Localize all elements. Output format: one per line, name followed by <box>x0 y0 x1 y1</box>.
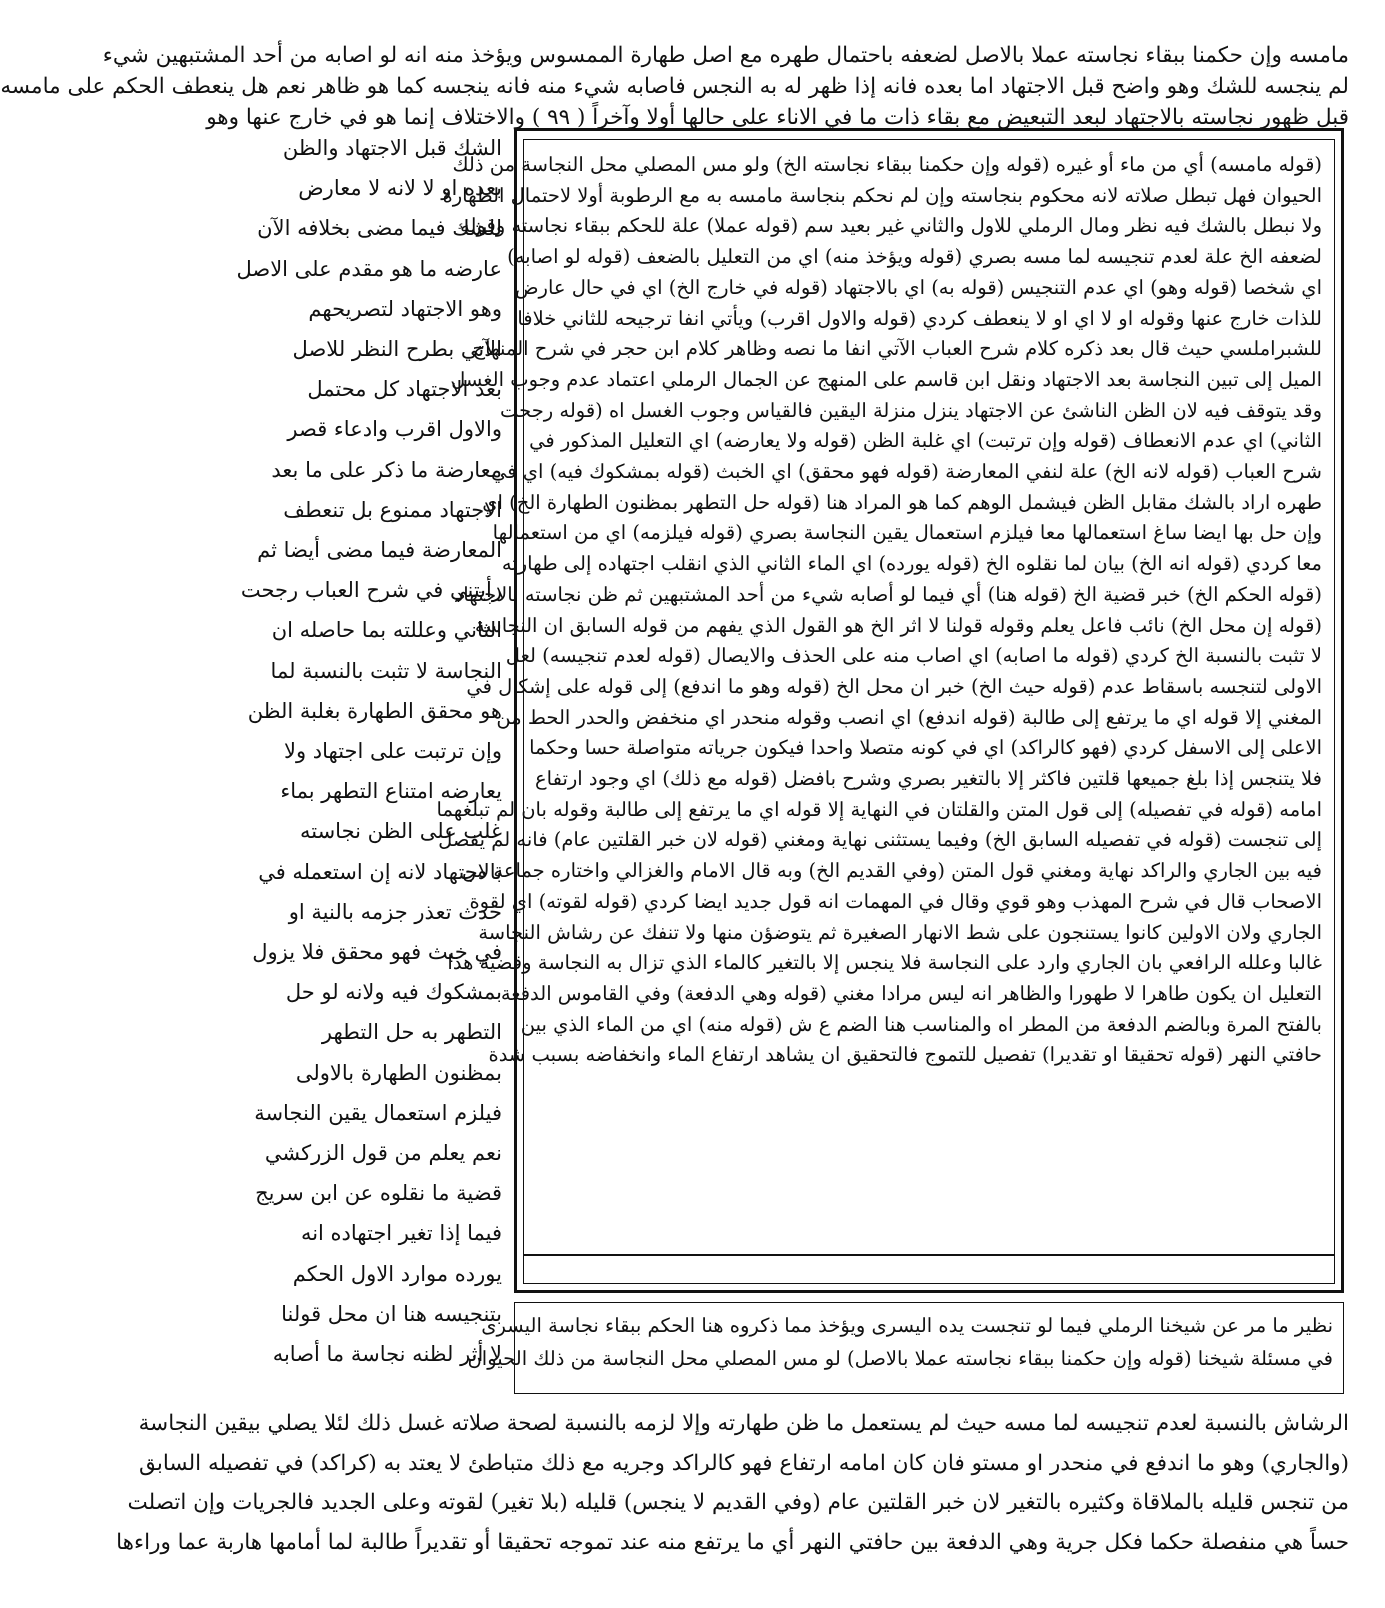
commentary-text <box>436 150 1322 1071</box>
side-line: قضية ما نقلوه عن ابن سريج <box>255 1181 502 1206</box>
lower-box-line: في مسئلة شيخنا (قوله وإن حكمنا ببقاء نجاسته عملا بالاصل) لو مس المصلي محل النجاسة من ذلك الحيوان <box>467 1347 1333 1370</box>
text-line: (والجاري) وهو ما اندفع في منحدر او مستو فان كان امامه ارتفاع فهو كالراكد وجريه مع ذلك متباطئ لا يعتد به (كراكد) في تفصيله السابق <box>138 1450 1349 1476</box>
side-line: يورده موارد الاول الحكم <box>292 1261 502 1286</box>
commentary-line: الجاري ولان الاولين كانوا يستنجون على شط الانهار الصغيرة ثم يتوضؤن منها ولا تنفك عن رشاش النجاسة <box>478 920 1322 944</box>
side-line: الشك قبل الاجتهاد والظن <box>282 136 502 160</box>
side-line: بمشكوك فيه ولانه لو حل <box>285 980 502 1005</box>
side-line: يعارضه امتناع التطهر بماء <box>280 779 502 804</box>
main-text-top <box>0 40 1349 133</box>
commentary-frame <box>436 128 1344 1293</box>
side-line: بتنجيسه هنا ان محل قولنا <box>281 1301 502 1326</box>
side-line: المعارضة فيما مضى أيضا ثم <box>257 538 502 563</box>
side-line: فيلزم استعمال يقين النجاسة <box>254 1100 502 1125</box>
main-text-bottom <box>116 1404 1349 1562</box>
commentary-line: غالبا وعلله الرافعي بان الجاري وارد على النجاسة فلا ينجس إلا بالتغير كالماء الذي تزال به النجاسة وقضية هذا <box>447 951 1322 975</box>
side-line: والاول اقرب وادعاء قصر <box>287 417 502 442</box>
side-column <box>236 128 502 1374</box>
side-line: رأيتني في شرح العباب رجحت <box>240 578 502 603</box>
commentary-line: (قوله إن محل الخ) نائب فاعل يعلم وقوله قولنا لا اثر الخ هو القول الذي يفهم من قوله السابق ان النجاسة <box>474 613 1322 637</box>
commentary-line: الثاني) اي عدم الانعطاف (قوله وإن ترتبت) اي غلبة الظن (قوله ولا يعارضه) اي التعليل المذكور في <box>529 429 1322 453</box>
side-line: بعده او لا لانه لا معارض <box>298 176 502 201</box>
side-line: وهو الاجتهاد لتصريحهم <box>308 296 502 321</box>
commentary-line: شرح العباب (قوله لانه الخ) علة لنفي المعارضة (قوله فهو محقق) اي الخبث (قوله بمشكوك فيه) اي في <box>490 460 1322 484</box>
commentary-line: التعليل ان يكون طاهرا لا طهورا والظاهر انه ليس مرادا مغني (قوله وهي الدفعة) وفي القاموس الدفعة <box>500 981 1322 1005</box>
side-line: معارضة ما ذكر على ما بعد <box>271 457 502 482</box>
commentary-line: الاولى لتنجسه باسقاط عدم (قوله حيث الخ) خبر ان محل الخ (قوله وهو ما اندفع) إلى قوله على إشكال في <box>466 674 1322 698</box>
side-line: الاجتهاد ممنوع بل تنعطف <box>283 497 502 522</box>
lower-box <box>467 1302 1344 1394</box>
commentary-line: للشبراملسي حيث قال بعد ذكره كلام شرح العباب الآتي انفا ما نصه وظاهر كلام ابن حجر في شرح المنهاج <box>472 337 1322 361</box>
text-line: حساً هي منفصلة حكما فكل جرية وهي الدفعة بين حافتي النهر أي ما يرتفع منه عند تموجه تحقيقا أو تقديراً طالبة لما أمامها هاربة عما وراءها <box>116 1529 1349 1555</box>
commentary-inner-border <box>436 139 1335 1284</box>
lower-box-line: نظير ما مر عن شيخنا الرملي فيما لو تنجست يده اليسرى ويؤخذ مما ذكروه هنا الحكم ببقاء نجاسة اليسرى <box>481 1314 1333 1337</box>
commentary-line: وقد يتوقف فيه لان الظن الناشئ عن الاجتهاد ينزل منزلة اليقين فالقياس وجوب الغسل اه (قوله رجحت <box>499 398 1322 422</box>
commentary-line: الحيوان فهل تبطل صلاته لانه محكوم بنجاسته وإن لم نحكم بنجاسة مامسه به مع الرطوبة أولا لاحتمال الطهارة <box>442 183 1322 207</box>
commentary-line: امامه (قوله في تفصيله) إلى قول المتن والقلتان في النهاية إلا قوله اي ما يرتفع إلى طالبة وقوله بان لم تبلغهما <box>436 797 1322 821</box>
side-line: الثاني وعللته بما حاصله ان <box>271 618 502 643</box>
commentary-line: اي شخصا (قوله وهو) اي عدم التنجيس (قوله به) اي بالاجتهاد (قوله في خارج الخ) اي في حال عارض <box>514 275 1322 299</box>
commentary-line: إلى تنجست (قوله في تفصيله السابق الخ) وفيما يستثنى نهاية ومغني (قوله لان خبر القلتين عام) فانه لم يفصل <box>438 828 1322 852</box>
side-line: نعم يعلم من قول الزركشي <box>264 1141 502 1166</box>
side-line: بمظنون الطهارة بالاولى <box>295 1060 502 1085</box>
side-line: وإن ترتبت على اجتهاد ولا <box>283 739 502 764</box>
side-line: فيما إذا تغير اجتهاده انه <box>300 1221 502 1246</box>
commentary-line: وإن حل بها ايضا ساغ استعمالها معا فيلزم استعمال يقين النجاسة بصري (قوله فيلزمه) اي من استعمالها <box>492 521 1322 545</box>
commentary-line: للذات خارج عنها وقوله او لا اي او لا ينعطف كردي (قوله والاول اقرب) ويأتي انفا ترجيحه للثاني خلافا <box>517 306 1322 330</box>
commentary-line: الميل إلى تبين النجاسة بعد الاجتهاد ونقل ابن قاسم على المنهج عن الجمال الرملي اعتماد عدم وجوب الغسل <box>451 367 1322 391</box>
side-line: حدث تعذر جزمه بالنية او <box>288 899 502 924</box>
side-line: لا أثر لظنه نجاسة ما أصابه <box>272 1342 502 1367</box>
side-line: الآتي بطرح النظر للاصل <box>292 337 502 362</box>
commentary-line: ولا نبطل بالشك فيه نظر ومال الرملي للاول والثاني غير بعيد سم (قوله عملا) علة للحكم ببقاء نجاسته وقوله <box>460 214 1322 238</box>
side-line: للشك فيما مضى بخلافه الآن <box>257 216 502 241</box>
commentary-line: حافتي النهر (قوله تحقيقا او تقديرا) تفصيل للتموج فالتحقيق ان يشاهد ارتفاع الماء وانخفاضه بسبب شدة <box>488 1043 1322 1067</box>
side-line: النجاسة لا تثبت بالنسبة لما <box>270 658 502 683</box>
commentary-line: بالفتح المرة وبالضم الدفعة من المطر اه والمناسب هنا الضم ع ش (قوله منه) اي من الماء الذي بين <box>520 1012 1322 1036</box>
text-line: قبل ظهور نجاسته بالاجتهاد لبعد التبعيض مع بقاء ذات ما في الاناء على حالها أولا وآخراً ( ٩٩ ) والاختلاف إنما هو في خارج عنها وهو <box>206 105 1349 130</box>
frame-divider <box>523 1254 1335 1256</box>
commentary-line: لا تثبت بالنسبة الخ كردي (قوله ما اصابه) اي اصاب منه على الحذف والايصال (قوله لعدم تنجيسه) لعل <box>505 644 1322 668</box>
side-line: بعد الاجتهاد كل محتمل <box>307 377 502 402</box>
commentary-line: معا كردي (قوله انه الخ) بيان لما نقلوه الخ (قوله يورده) اي الماء الثاني الذي انقلب اجتهاده إلى طهارته <box>501 552 1322 576</box>
text-line: لم ينجسه للشك وهو واضح قبل الاجتهاد اما بعده فانه إذا ظهر له به النجس فاصابه شيء منه فانه ينجسه كما هو ظاهر نعم هل ينعطف الحكم على مامسه <box>0 74 1349 99</box>
commentary-line: الاصحاب قال في شرح المهذب وهو قوي وقال في المهمات انه قول جديد ايضا كردي (قوله لقوته) اي لقوة <box>469 889 1322 913</box>
commentary-line: المغني إلا قوله اي ما يرتفع إلى طالبة (قوله اندفع) اي انصب وقوله منحدر اي منخفض والحدر الحط من <box>496 705 1322 729</box>
side-line: هو محقق الطهارة بغلبة الظن <box>247 698 502 723</box>
side-line: التطهر به حل التطهر <box>321 1020 502 1045</box>
commentary-line: لضعفه الخ علة لعدم تنجيسه لما مسه بصري (قوله ويؤخذ منه) اي من التعليل بالضعف (قوله لو اصابه) <box>507 245 1322 269</box>
side-line: في خبث فهو محقق فلا يزول <box>252 940 502 965</box>
commentary-line: فيه بين الجاري والراكد نهاية ومغني قول المتن (وفي القديم الخ) وبه قال الامام والغزالي واختاره جماعة من <box>461 859 1322 883</box>
commentary-line: طهره اراد بالشك مقابل الظن فيشمل الوهم كما هو المراد هنا (قوله حل التطهر بمظنون الطهارة الخ) اي <box>482 490 1322 514</box>
side-line: بالاجتهاد لانه إن استعمله في <box>258 859 502 884</box>
text-line: الرشاش بالنسبة لعدم تنجيسه لما مسه حيث لم يستعمل ما ظن طهارته وإلا لزمه بالنسبة لصحة صلاته غسل ذلك لئلا يصلي بيقين النجاسة <box>138 1411 1349 1436</box>
text-line: من تنجس قليله بالملاقاة وكثيره بالتغير لان خبر القلتين عام (وفي القديم لا ينجس) قليله (بلا تغير) لقوته وعلى الجديد فالجريات وإن اتصلت <box>127 1490 1349 1515</box>
commentary-line: الاعلى إلى الاسفل كردي (فهو كالراكد) اي في كونه متصلا واحدا فيكون جرياته متواصلة حسا وحكما <box>529 736 1322 760</box>
side-line: عارضه ما هو مقدم على الاصل <box>236 256 502 281</box>
side-line: غلب على الظن نجاسته <box>299 819 502 844</box>
commentary-line: (قوله مامسه) أي من ماء أو غيره (قوله وإن حكمنا ببقاء نجاسته الخ) ولو مس المصلي محل النجاسة من ذلك <box>452 153 1322 176</box>
commentary-line: (قوله الحكم الخ) خبر قضية الخ (قوله هنا) أي فيما لو أصابه شيء من أحد المشتبهين ثم ظن نجاسته بالاجتهاد <box>454 582 1322 606</box>
commentary-line: فلا يتنجس إذا بلغ جميعها قلتين فاكثر إلا بالتغير بصري وشرح بافضل (قوله مع ذلك) اي وجود ارتفاع <box>535 767 1322 791</box>
text-line: مامسه وإن حكمنا ببقاء نجاسته عملا بالاصل لضعفه باحتمال طهره مع اصل طهارة الممسوس ويؤخذ منه انه لو اصابه من أحد المشتبهين شيء <box>102 43 1349 68</box>
